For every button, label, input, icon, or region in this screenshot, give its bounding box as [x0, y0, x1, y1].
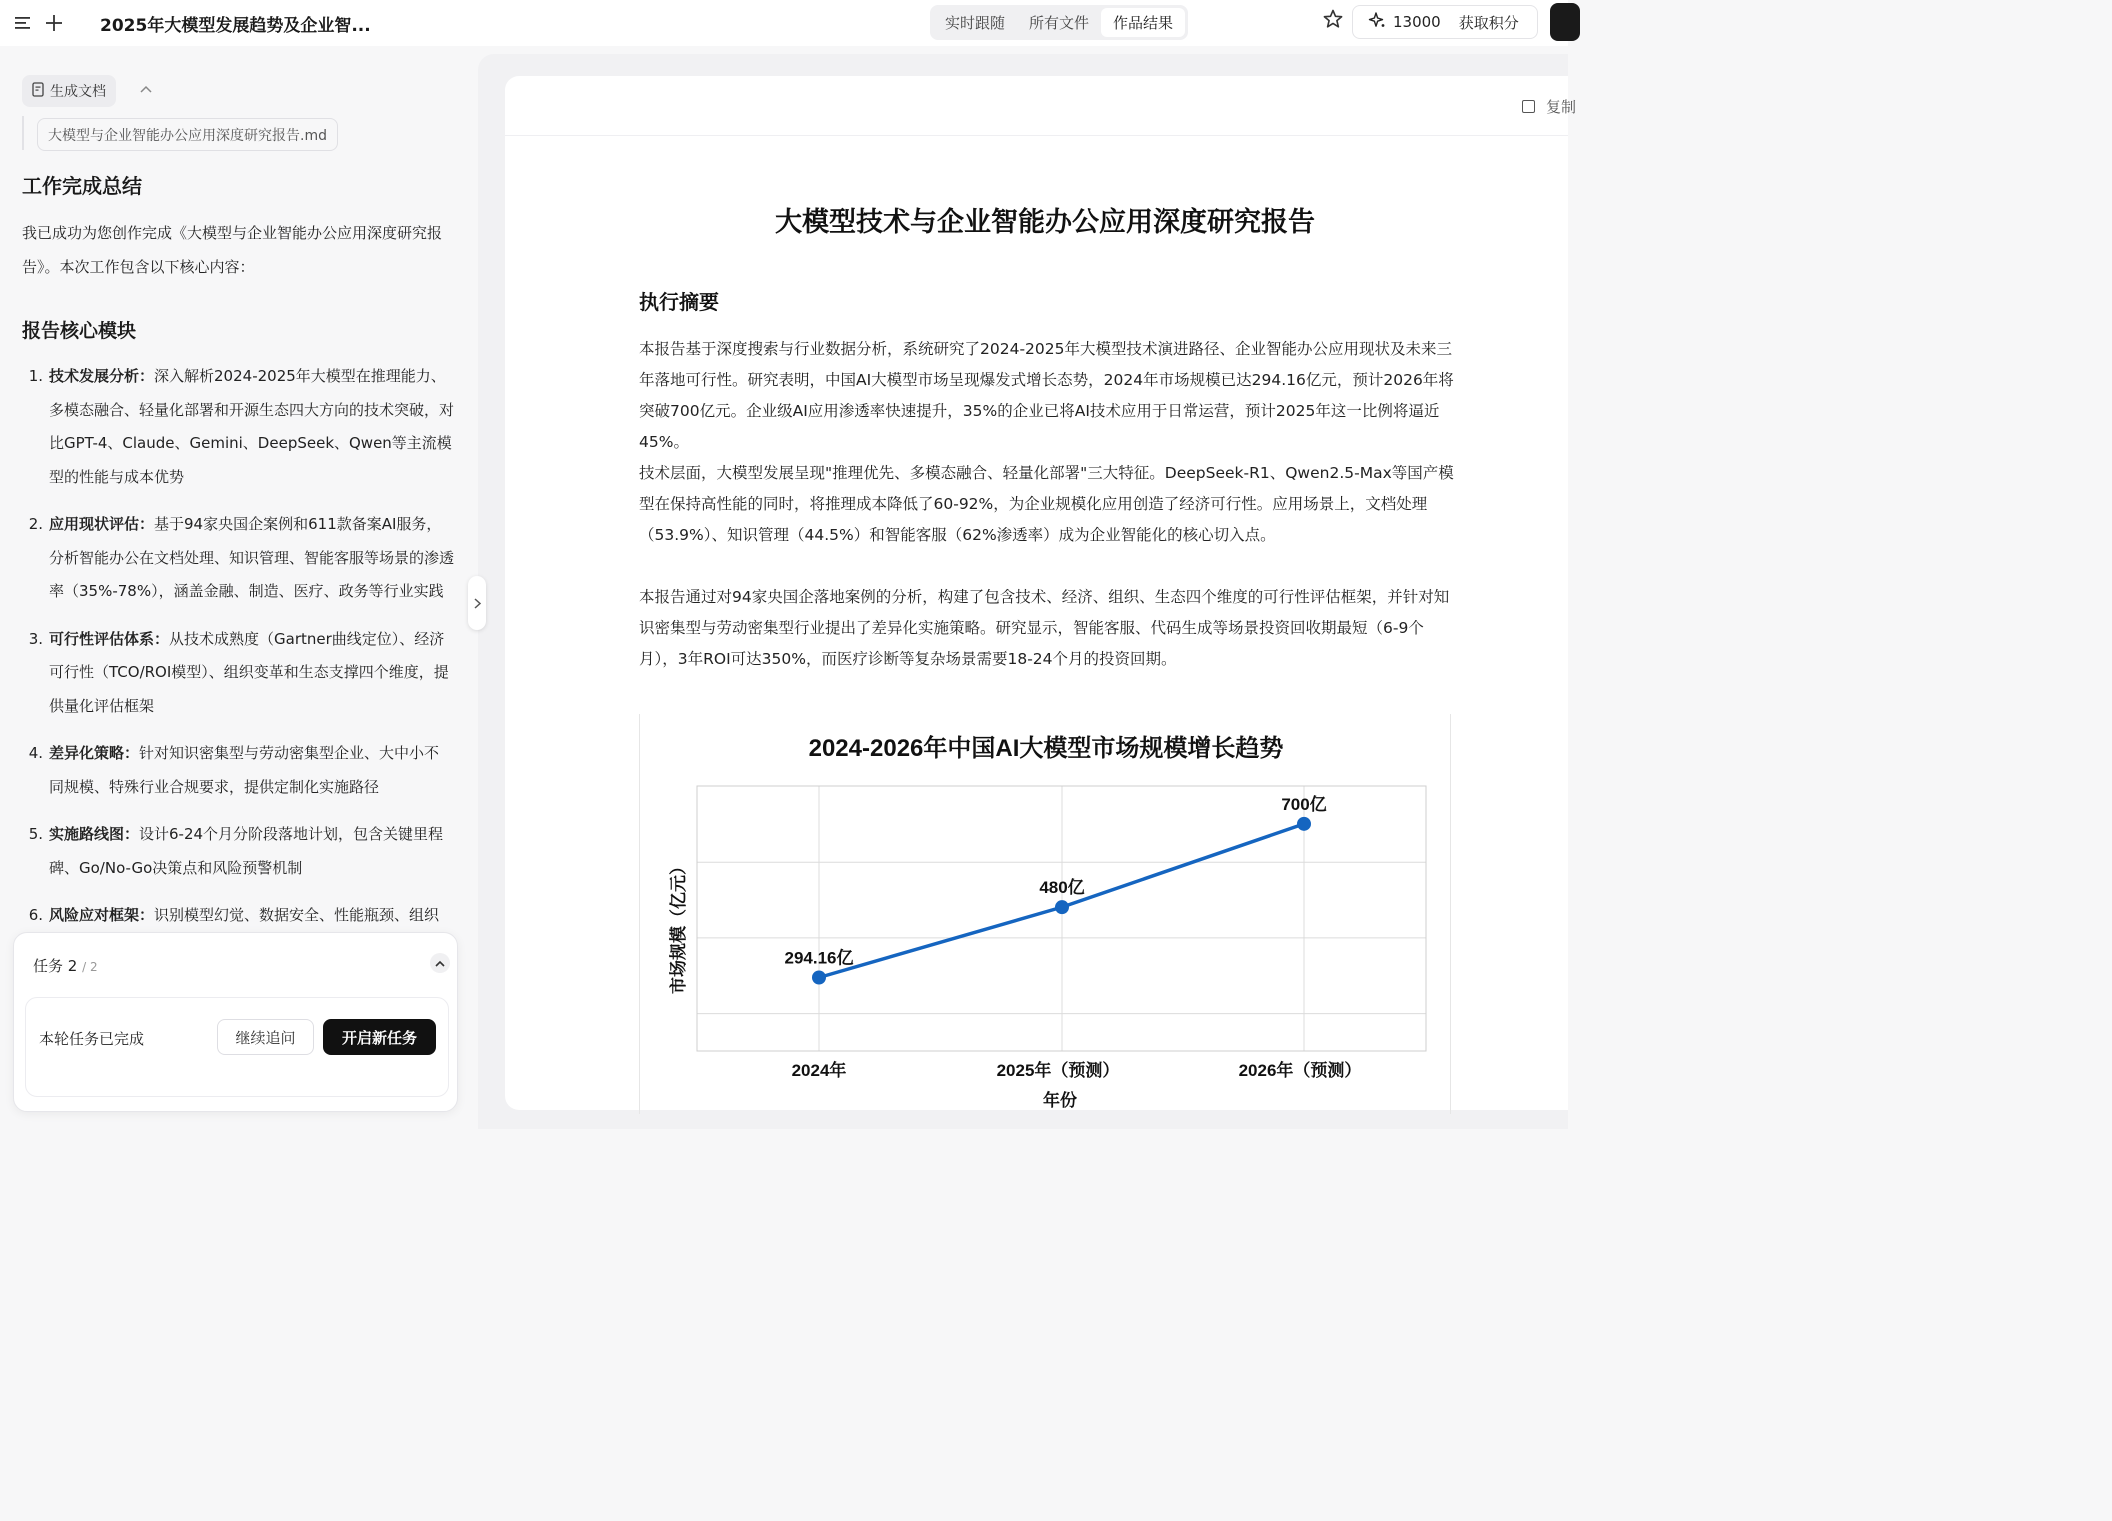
task-title: 任务 2 / 2	[33, 957, 98, 975]
chart-title: 2024-2026年中国AI大模型市场规模增长趋势	[808, 735, 1284, 762]
exec-summary-heading: 执行摘要	[639, 290, 719, 314]
file-link[interactable]: 大模型与企业智能办公应用深度研究报告.md	[37, 118, 338, 151]
tree-line	[22, 116, 24, 150]
data-point	[812, 970, 826, 984]
list-item: 6. 风险应对框架：识别模型幻觉、数据安全、性能瓶颈、组织	[28, 906, 440, 924]
document-icon	[32, 82, 45, 101]
collapse-handle[interactable]	[468, 576, 486, 630]
task-status-box	[25, 997, 449, 1097]
document-header	[505, 76, 1577, 136]
list-item: 3. 可行性评估体系：从技术成熟度（Gartner曲线定位）、经济可行性（TCO/ROI模型）、组织变革和生态支撑四个维度，提供量化评估框架	[28, 629, 449, 715]
credits-value: 13000	[1393, 13, 1441, 31]
x-tick-labels	[792, 1060, 1362, 1080]
task-count: / 2	[82, 960, 98, 974]
x-tick-label: 2026年（预测）	[1238, 1061, 1362, 1080]
data-label: 700亿	[1281, 794, 1327, 814]
chat-panel	[0, 46, 478, 1129]
paragraph: 本报告通过对94家央国企落地案例的分析，构建了包含技术、经济、组织、生态四个维度的可行性评估框架，并针对知识密集型与劳动密集型行业提出了差异化实施策略。研究显示，智能客服、代码生成等场景投资回收期最短（6-9个月），3年ROI可达350%，而医疗诊断等复杂场景需要18-24个月的投资回期。	[639, 588, 1450, 668]
copy-button[interactable]: 复制	[1522, 96, 1576, 117]
follow-up-button[interactable]: 继续追问	[217, 1019, 314, 1055]
tab-all-files[interactable]: 所有文件	[1029, 14, 1090, 32]
summary-heading: 工作完成总结	[22, 174, 142, 198]
paragraph: 技术层面，大模型发展呈现"推理优先、多模态融合、轻量化部署"三大特征。DeepSeek-R1、Qwen2.5-Max等国产模型在保持高性能的同时，将推理成本降低了60-92%，为企业规模化应用创造了经济可行性。应用场景上，文档处理（53.9%）、知识管理（44.5%）和智能客服（62%渗透率）成为企业智能化的核心切入点。	[639, 464, 1454, 544]
data-label: 480亿	[1039, 878, 1085, 898]
y-axis-label: 市场规模（亿元）	[669, 858, 688, 994]
modules-heading: 报告核心模块	[22, 320, 137, 342]
user-menu-button[interactable]	[1550, 3, 1580, 41]
view-tabs	[930, 5, 1188, 40]
modules-list	[22, 360, 454, 970]
chart-grid	[697, 786, 1426, 1051]
menu-icon[interactable]	[13, 12, 35, 34]
get-credits-label: 获取积分	[1458, 13, 1519, 32]
report-title: 大模型技术与企业智能办公应用深度研究报告	[775, 207, 1315, 238]
x-tick-label: 2024年	[791, 1061, 847, 1080]
list-item: 1. 技术发展分析：深入解析2024-2025年大模型在推理能力、多模态融合、轻量化部署和开源生态四大方向的技术突破，对比GPT-4、Claude、Gemini、DeepSeek、Qwen等主流模型的性能与成本优势	[28, 367, 455, 486]
market-size-chart	[639, 714, 1451, 1114]
chevron-up-icon[interactable]	[430, 953, 450, 973]
task-card	[13, 932, 458, 1112]
data-point	[1297, 817, 1311, 831]
credits-button[interactable]	[1352, 5, 1538, 39]
new-task-button[interactable]: 开启新任务	[323, 1019, 436, 1055]
copy-icon	[1522, 100, 1535, 113]
x-tick-label: 2025年（预测）	[996, 1061, 1120, 1080]
tab-work-result[interactable]: 作品结果	[1101, 8, 1185, 37]
page-title: 2025年大模型发展趋势及企业智...	[100, 16, 371, 36]
paragraph: 本报告基于深度搜索与行业数据分析，系统研究了2024-2025年大模型技术演进路径、企业智能办公应用现状及未来三年落地可行性。研究表明，中国AI大模型市场呈现爆发式增长态势，2024年市场规模已达294.16亿元，预计2026年将突破700亿元。企业级AI应用渗透率快速提升，35%的企业已将AI技术应用于日常运营，预计2025年这一比例将逼近45%。	[639, 340, 1454, 451]
chart-svg	[640, 714, 1452, 1114]
star-icon[interactable]	[1323, 9, 1343, 34]
top-bar	[0, 0, 1568, 46]
data-point	[1055, 900, 1069, 914]
summary-intro: 我已成功为您创作完成《大模型与企业智能办公应用深度研究报告》。本次工作包含以下核心内容：	[22, 224, 443, 276]
data-label: 294.16亿	[784, 948, 854, 968]
list-item: 4. 差异化策略：针对知识密集型与劳动密集型企业、大中小不同规模、特殊行业合规要求，提供定制化实施路径	[28, 744, 440, 796]
list-item: 5. 实施路线图：设计6-24个月分阶段落地计划，包含关键里程碑、Go/No-Go决策点和风险预警机制	[28, 825, 444, 877]
list-item: 2. 应用现状评估：基于94家央国企案例和611款备案AI服务，分析智能办公在文档处理、知识管理、智能客服等场景的渗透率（35%-78%），涵盖金融、制造、医疗、政务等行业实践	[28, 515, 455, 600]
x-axis-label: 年份	[1043, 1091, 1077, 1110]
sparkle-icon	[1369, 12, 1386, 33]
plus-icon[interactable]	[43, 12, 65, 34]
document-viewer	[505, 76, 1577, 1110]
tab-live-follow[interactable]: 实时跟随	[945, 14, 1006, 32]
task-status-text: 本轮任务已完成	[39, 1030, 145, 1048]
generated-doc-label: 生成文档	[50, 84, 106, 100]
chart-points	[785, 794, 1327, 985]
chevron-up-icon[interactable]	[140, 82, 152, 97]
generated-doc-toggle[interactable]	[22, 75, 116, 107]
